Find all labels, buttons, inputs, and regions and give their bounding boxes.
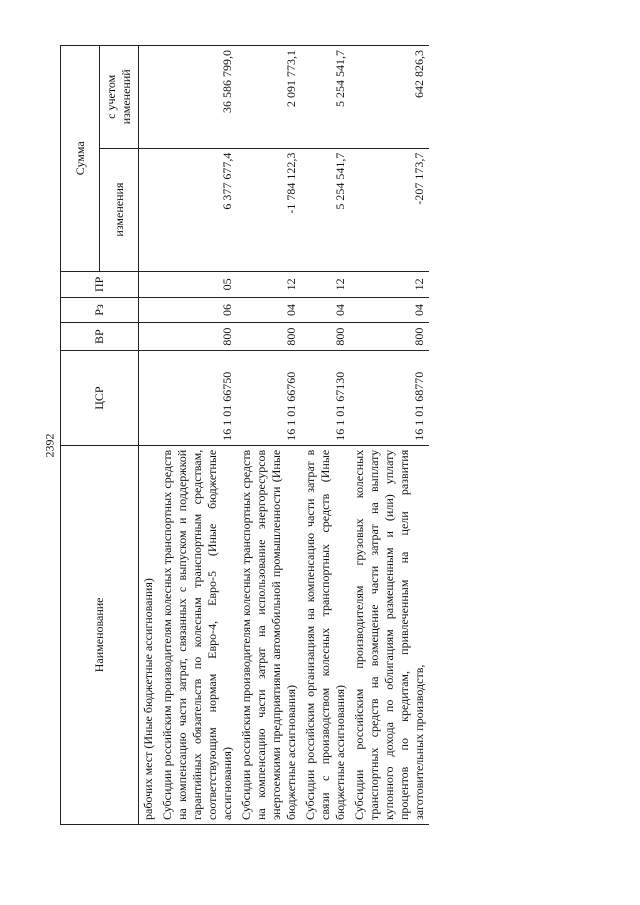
row-pr: 05 [158, 271, 237, 298]
row-vr: 800 [158, 322, 237, 351]
row-rz: 04 [237, 298, 301, 323]
row-name: Субсидии российским производителям колесных транспортных средств на компенсацию части затрат, связанных с выпуском и поддержкой гарантийных обязательств по колесным транспортным средствам, соответствующим нормам Евро-4, Евро-5 (Иные бюджетные ассигнования) [158, 445, 237, 824]
row-pr: 12 [301, 271, 350, 298]
row-rz: 06 [158, 298, 237, 323]
header-sum: Сумма [61, 46, 100, 272]
table-row [350, 46, 429, 825]
row-csr: 16 1 01 66750 [158, 351, 237, 445]
row-name: Субсидии российским производителям грузовых колесных транспортных средств на возмещение части затрат на выплату купонного дохода по облигациям размещенным и (или) уплату процентов по кредитам, привлеченным на цели развития заготовительных производств, [350, 445, 429, 824]
table-row [237, 46, 301, 825]
row-total [139, 46, 159, 149]
row-total: 2 091 773,1 [237, 46, 301, 149]
row-rz [139, 298, 159, 323]
row-name: рабочих мест (Иные бюджетные ассигнования) [139, 445, 159, 824]
row-changes: -1 784 122,3 [237, 148, 301, 271]
header-name: Наименование [61, 445, 139, 824]
budget-table-sheet [60, 45, 570, 825]
header-vr: ВР [61, 322, 139, 351]
header-rz: Рз [61, 298, 139, 323]
row-csr: 16 1 01 66760 [237, 351, 301, 445]
header-pr: ПР [61, 271, 139, 298]
header-changes: изменения [100, 148, 139, 271]
row-pr: 12 [237, 271, 301, 298]
row-total: 36 586 799,0 [158, 46, 237, 149]
row-name: Субсидии российским производителям колесных транспортных средств на компенсацию части затрат на использование энергоресурсов энергоемкими предприятиями автомобильной промышленности (Иные бюджетные ассигнования) [237, 445, 301, 824]
row-changes: 5 254 541,7 [301, 148, 350, 271]
row-vr: 800 [350, 322, 429, 351]
row-vr: 800 [301, 322, 350, 351]
row-csr: 16 1 01 67130 [301, 351, 350, 445]
header-with-changes: с учетом изменений [100, 46, 139, 149]
table-row [158, 46, 237, 825]
row-total: 642 826,3 [350, 46, 429, 149]
row-total: 5 254 541,7 [301, 46, 350, 149]
row-changes: -207 173,7 [350, 148, 429, 271]
row-csr [139, 351, 159, 445]
row-changes [139, 148, 159, 271]
row-name: Субсидии российским организациям на компенсацию части затрат в связи с производством колесных транспортных средств (Иные бюджетные ассигнования) [301, 445, 350, 824]
header-csr: ЦСР [61, 351, 139, 445]
row-rz: 04 [301, 298, 350, 323]
table-row [139, 46, 159, 825]
row-rz: 04 [350, 298, 429, 323]
table-row [301, 46, 350, 825]
row-pr: 12 [350, 271, 429, 298]
row-vr [139, 322, 159, 351]
budget-table [60, 45, 429, 825]
row-changes: 6 377 677,4 [158, 148, 237, 271]
row-pr [139, 271, 159, 298]
row-vr: 800 [237, 322, 301, 351]
row-csr: 16 1 01 68770 [350, 351, 429, 445]
page-number: 2392 [42, 433, 57, 458]
